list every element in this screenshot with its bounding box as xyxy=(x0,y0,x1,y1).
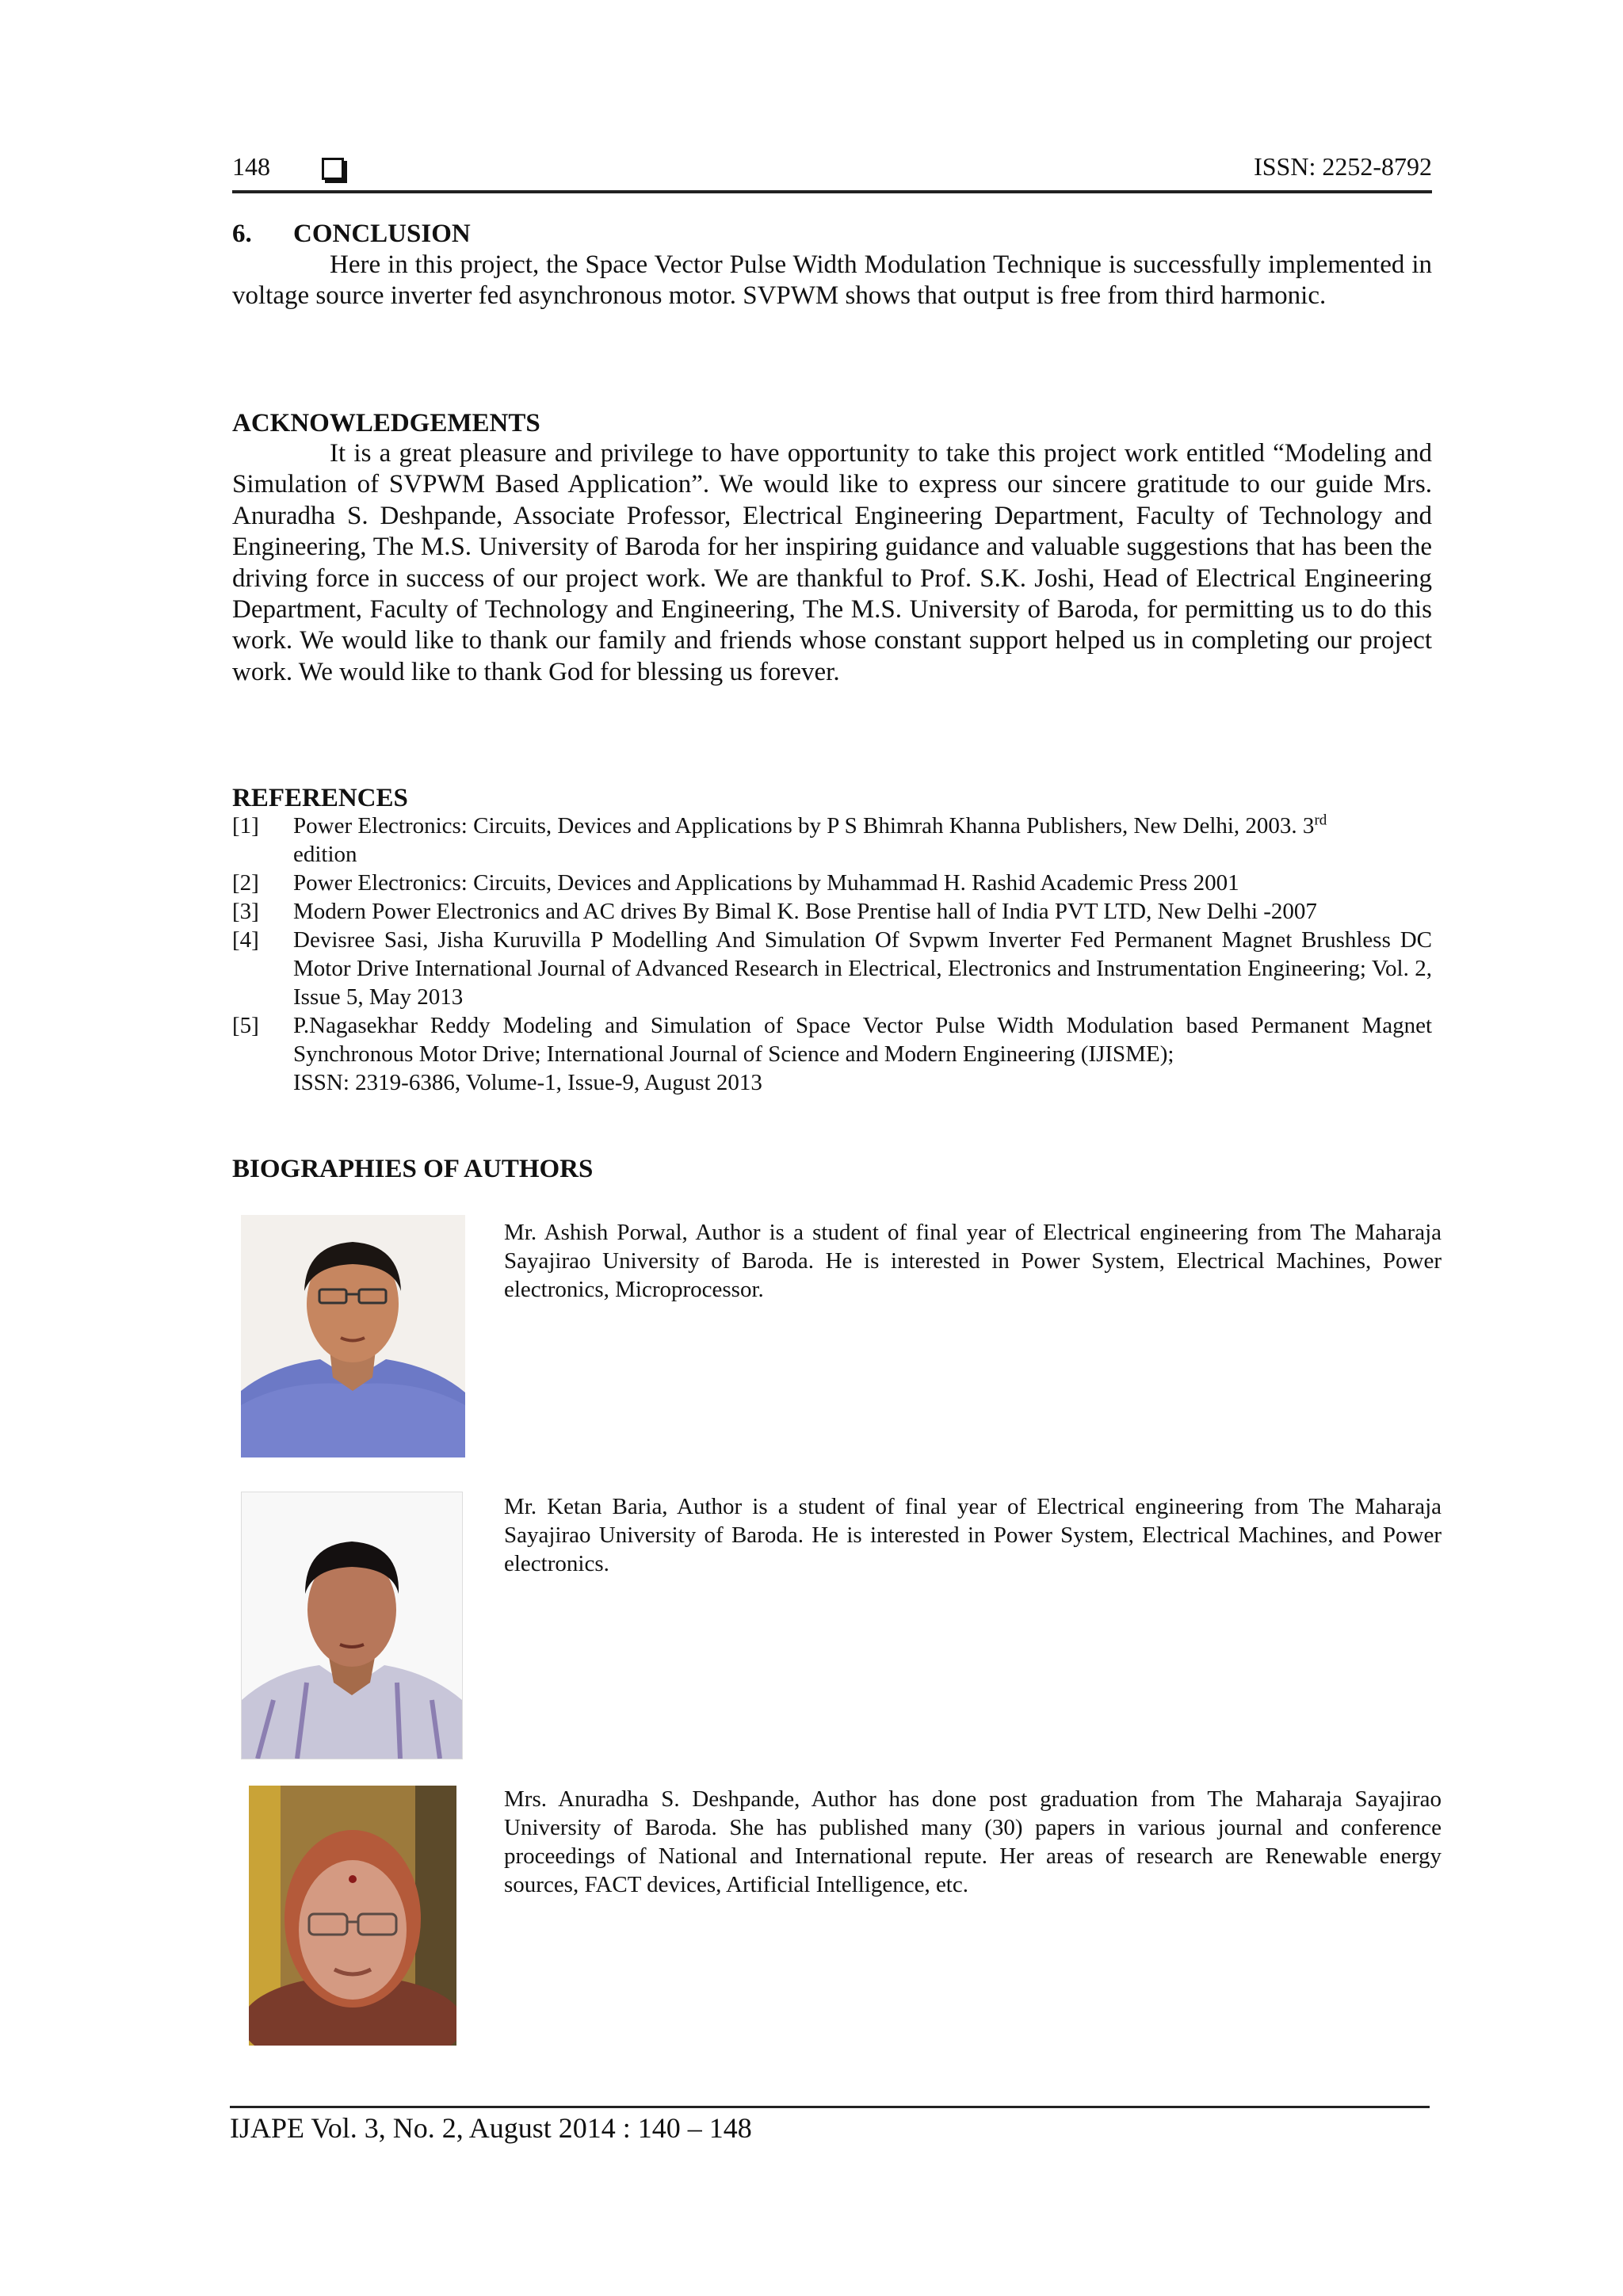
page-number: 148 xyxy=(232,152,270,181)
portrait-image xyxy=(249,1786,456,2046)
author-photo-deshpande xyxy=(249,1786,456,2046)
footer-rule xyxy=(230,2106,1430,2108)
biographies-heading: BIOGRAPHIES OF AUTHORS xyxy=(232,1155,594,1183)
references-list xyxy=(232,812,1432,1097)
reference-number: [5] xyxy=(232,1013,259,1038)
author-bio-baria: Mr. Ketan Baria, Author is a student of final year of Electrical engineering from The Maharaja Sayajirao University of Baroda. He is interested in Power System, Electrical Machines, and Power electronics. xyxy=(504,1494,1442,1576)
square-bullet-icon xyxy=(322,158,344,180)
reference-item xyxy=(232,869,1432,897)
reference-number: [2] xyxy=(232,870,259,896)
acknowledgements-text: It is a great pleasure and privilege to have opportunity to take this project work entitled “Modeling and Simulation of SVPWM Based Application”. We would like to express our sincere gratitude to our guide Mrs. Anuradha S. Deshpande, Associate Professor, Electrical Engineering Department, Faculty of Technology and Engineering, The M.S. University of Baroda for her inspiring guidance and valuable suggestions that has been the driving force in success of our project work. We are thankful to Prof. S.K. Joshi, Head of Electrical Engineering Department, Faculty of Technology and Engineering, The M.S. University of Baroda, for permitting us to do this work. We would like to thank our family and friends whose constant support helped us in completing our project work. We would like to thank God for blessing us forever. xyxy=(232,439,1432,686)
conclusion-heading: CONCLUSION xyxy=(293,220,471,248)
acknowledgements-heading: ACKNOWLEDGEMENTS xyxy=(232,409,540,437)
portrait-image xyxy=(242,1492,462,1759)
reference-item xyxy=(232,897,1432,926)
reference-text: P.Nagasekhar Reddy Modeling and Simulation of Space Vector Pulse Width Modulation based Permanent Magnet Synchronous Motor Drive; International Journal of Science and Modern Engineering (IJISME); ISSN: 2319-6386, Volume-1, Issue-9, August 2013 xyxy=(293,1013,1432,1095)
conclusion-number: 6. xyxy=(232,220,252,248)
author-photo-porwal xyxy=(241,1215,465,1457)
reference-number: [3] xyxy=(232,899,259,924)
reference-item xyxy=(232,926,1432,1011)
author-bio-porwal: Mr. Ashish Porwal, Author is a student of final year of Electrical engineering from The Maharaja Sayajirao University of Baroda. He is interested in Power System, Electrical Machines, Power electronics, Microprocessor. xyxy=(504,1220,1442,1302)
footer-citation: IJAPE Vol. 3, No. 2, August 2014 : 140 – 148 xyxy=(230,2112,752,2144)
reference-item xyxy=(232,812,1432,869)
author-photo-baria xyxy=(241,1492,463,1759)
reference-number: [4] xyxy=(232,927,259,953)
reference-text: Power Electronics: Circuits, Devices and Applications by P S Bhimrah Khanna Publishers, New Delhi, 2003. 3rd edition xyxy=(293,812,1327,867)
reference-text: Power Electronics: Circuits, Devices and Applications by Muhammad H. Rashid Academic Press 2001 xyxy=(293,870,1239,896)
reference-text: Modern Power Electronics and AC drives By Bimal K. Bose Prentise hall of India PVT LTD, New Delhi -2007 xyxy=(293,899,1317,924)
issn: ISSN: 2252-8792 xyxy=(1254,152,1432,181)
header-rule xyxy=(232,190,1432,193)
portrait-image xyxy=(241,1215,465,1457)
references-heading: REFERENCES xyxy=(232,784,408,812)
conclusion-text: Here in this project, the Space Vector Pulse Width Modulation Technique is successfully implemented in voltage source inverter fed asynchronous motor. SVPWM shows that output is free from third harmonic. xyxy=(232,250,1432,311)
reference-text: Devisree Sasi, Jisha Kuruvilla P Modelling And Simulation Of Svpwm Inverter Fed Permanent Magnet Brushless DC Motor Drive International Journal of Advanced Research in Electrical, Electronics and Instrumentation Engineering; Vol. 2, Issue 5, May 2013 xyxy=(293,927,1432,1010)
reference-item xyxy=(232,1011,1432,1097)
author-bio-deshpande: Mrs. Anuradha S. Deshpande, Author has done post graduation from The Maharaja Sayajirao University of Baroda. She has published many (30) papers in various journal and conference proceedings of National and International repute. Her areas of research are Renewable energy sources, FACT devices, Artificial Intelligence, etc. xyxy=(504,1786,1442,1897)
reference-number: [1] xyxy=(232,813,259,839)
